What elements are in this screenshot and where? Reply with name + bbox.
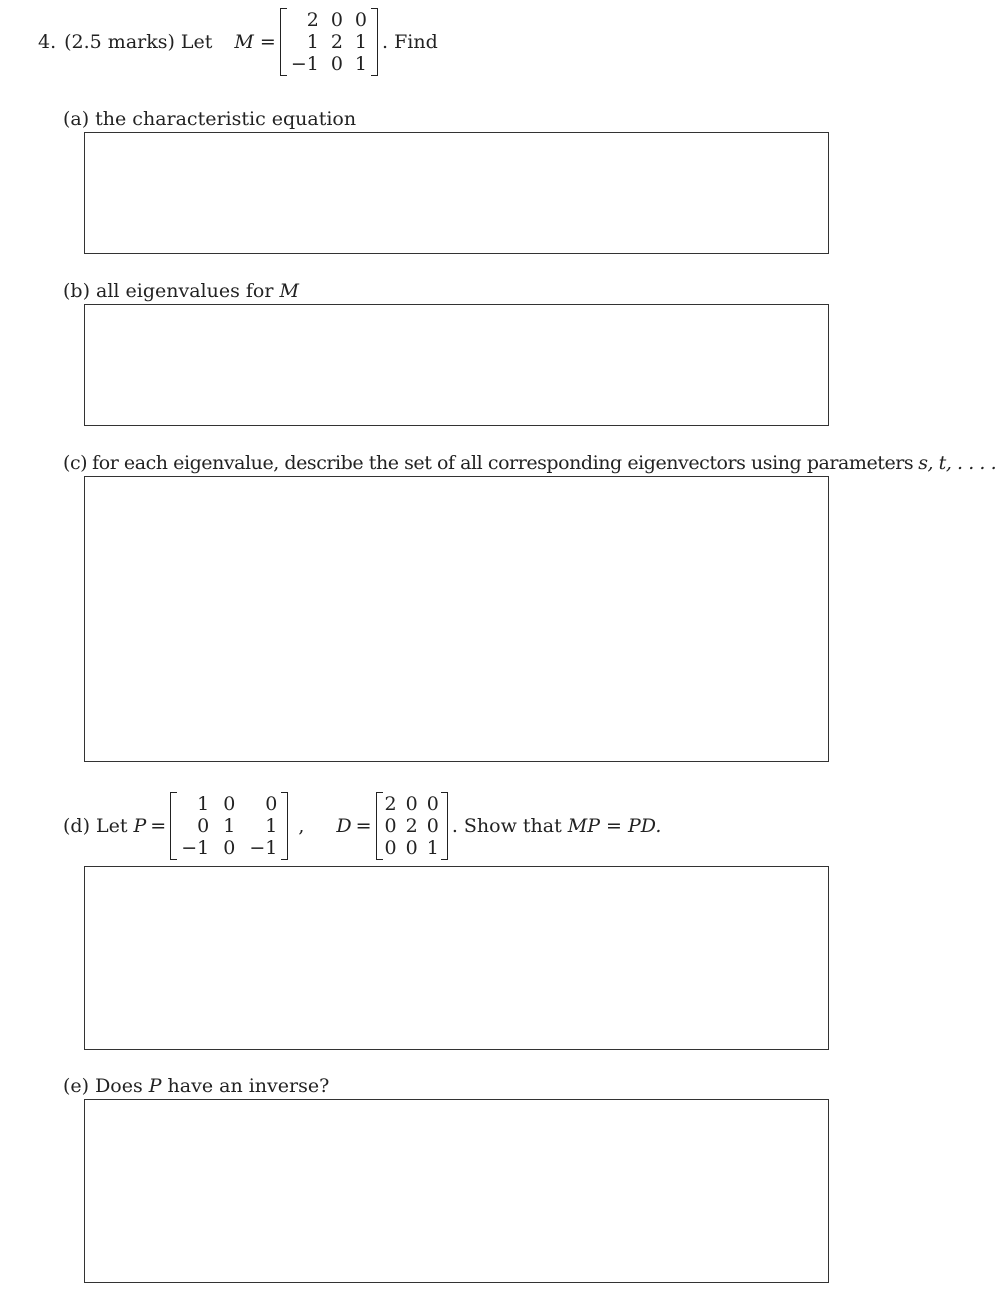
question-let: Let — [180, 31, 213, 53]
matrix-m-cell: 0 — [330, 53, 343, 75]
matrix-d-cell: 0 — [405, 837, 418, 859]
part-d-show-text: . Show that — [451, 815, 562, 837]
part-b-text: all eigenvalues for — [96, 280, 274, 302]
part-c-text: for each eigenvalue, describe the set of all corresponding eigenvectors using parameters — [92, 452, 914, 474]
matrix-d — [376, 792, 448, 860]
matrix-d-cell: 0 — [426, 793, 439, 815]
matrix-m — [280, 8, 378, 76]
matrix-m-cell: 0 — [354, 9, 368, 31]
part-b-prompt — [63, 278, 299, 304]
answer-box-a[interactable] — [84, 132, 829, 254]
equals-sign-p: = — [150, 815, 167, 837]
matrix-p-cell: 0 — [223, 837, 236, 859]
matrix-d-cell: 0 — [426, 815, 439, 837]
part-e-text-before: Does — [95, 1075, 143, 1097]
part-d-let: Let — [96, 815, 128, 837]
part-d-prompt — [63, 788, 661, 864]
matrix-d-grid — [383, 792, 441, 860]
matrix-name-d: D — [336, 815, 352, 837]
part-d-comma: , — [298, 815, 305, 837]
find-text: . Find — [382, 31, 438, 53]
part-a-prompt — [63, 106, 356, 132]
question-header — [38, 5, 438, 79]
part-c-prompt — [63, 450, 996, 476]
equals-sign-d: = — [355, 815, 372, 837]
matrix-p-cell: 1 — [223, 815, 236, 837]
matrix-d-cell: 0 — [405, 793, 418, 815]
matrix-m-cell: 2 — [330, 31, 343, 53]
part-d-equation: MP = PD. — [567, 815, 662, 837]
answer-box-d[interactable] — [84, 866, 829, 1050]
matrix-p-cell: 0 — [197, 815, 210, 837]
matrix-m-grid — [287, 8, 371, 76]
matrix-p-grid — [177, 792, 281, 860]
part-b-var: M — [279, 280, 299, 302]
matrix-m-cell: 0 — [330, 9, 343, 31]
matrix-m-cell: 2 — [306, 9, 319, 31]
part-d-label: (d) — [63, 815, 90, 837]
matrix-d-cell: 2 — [384, 793, 397, 815]
part-c-label: (c) — [63, 452, 88, 474]
matrix-name-p: P — [133, 815, 147, 837]
matrix-m-cell: −1 — [290, 53, 319, 75]
matrix-p-cell: −1 — [249, 837, 278, 859]
part-a-label: (a) — [63, 108, 90, 130]
matrix-p — [170, 792, 288, 860]
matrix-d-cell: 2 — [405, 815, 418, 837]
answer-box-c[interactable] — [84, 476, 829, 762]
part-e-prompt — [63, 1073, 329, 1099]
part-e-text-after: have an inverse? — [167, 1075, 330, 1097]
matrix-p-cell: 0 — [223, 793, 236, 815]
matrix-p-cell: 0 — [265, 793, 278, 815]
matrix-p-cell: 1 — [197, 793, 210, 815]
matrix-d-cell: 0 — [384, 815, 397, 837]
matrix-name-m: M — [234, 31, 254, 53]
part-c-params: s, t, . . . . — [918, 452, 996, 474]
matrix-m-cell: 1 — [306, 31, 319, 53]
part-b-label: (b) — [63, 280, 90, 302]
matrix-p-cell: −1 — [181, 837, 210, 859]
question-marks: (2.5 marks) — [64, 31, 175, 53]
answer-box-b[interactable] — [84, 304, 829, 426]
matrix-d-cell: 1 — [426, 837, 439, 859]
matrix-m-cell: 1 — [354, 31, 368, 53]
part-e-var: P — [148, 1075, 162, 1097]
part-a-text: the characteristic equation — [95, 108, 357, 130]
question-number: 4. — [38, 31, 57, 53]
part-e-label: (e) — [63, 1075, 90, 1097]
answer-box-e[interactable] — [84, 1099, 829, 1283]
matrix-d-cell: 0 — [384, 837, 397, 859]
equals-sign: = — [259, 31, 276, 53]
matrix-p-cell: 1 — [265, 815, 278, 837]
matrix-m-cell: 1 — [354, 53, 368, 75]
